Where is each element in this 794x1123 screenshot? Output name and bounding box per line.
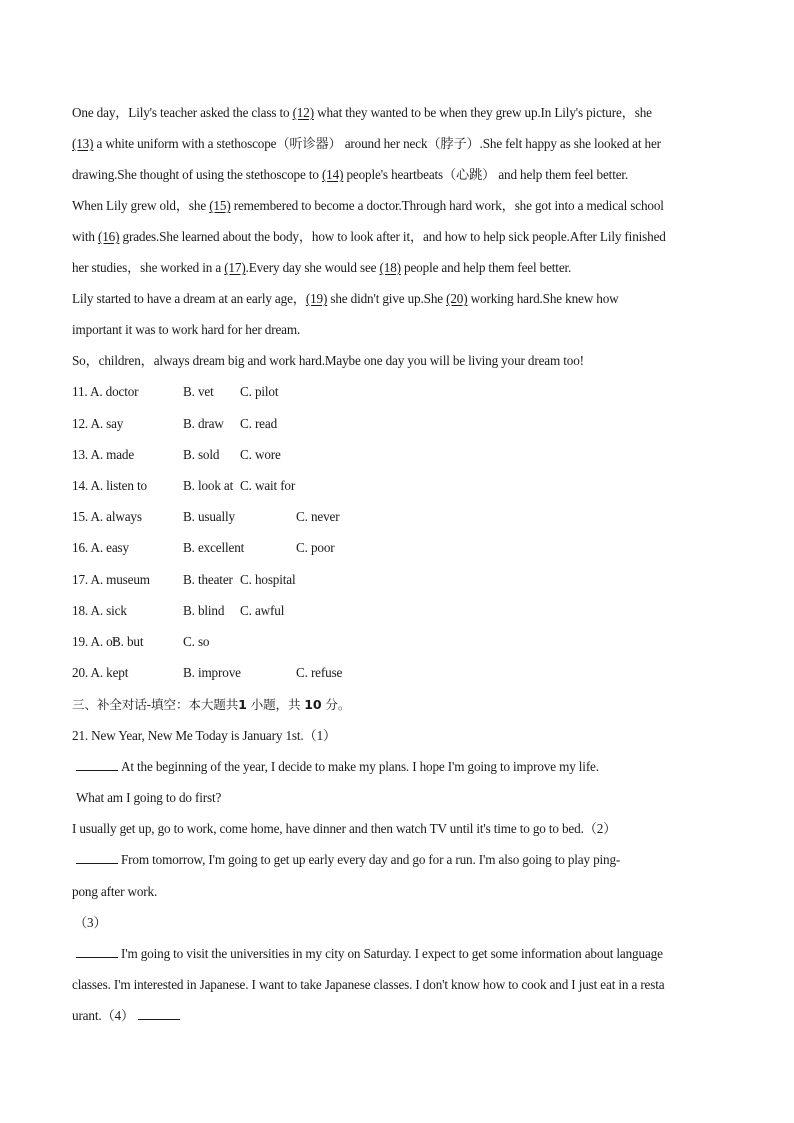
option-a: 18. A. sick: [72, 603, 127, 618]
passage-text: a white uniform with a stethoscope（听诊器） around her neck（脖子）.She felt happy as she looked at her: [93, 136, 661, 151]
passage-text: One day，Lily's teacher asked the class to: [72, 105, 293, 120]
option-b: B. excellent: [183, 540, 245, 555]
dialogue-text: What am I going to do first?: [76, 790, 222, 805]
dialogue-text: （3）: [74, 915, 107, 930]
option-a: 13. A. made: [72, 447, 135, 462]
dialogue-text: I usually get up, go to work, come home, have dinner and then watch TV until it's time to go to bed.（2）: [72, 821, 617, 836]
option-b: B. theater: [183, 572, 233, 587]
option-c: C. never: [296, 509, 340, 524]
section-count: 1: [238, 697, 247, 712]
option-b: B. usually: [183, 509, 235, 524]
option-b: B. draw: [183, 416, 224, 431]
option-c: C. awful: [240, 603, 285, 618]
blank-13: (13): [72, 136, 94, 151]
option-c: C. wait for: [240, 478, 296, 493]
passage-text: drawing.She thought of using the stethoscope to: [72, 167, 322, 182]
option-b: B. sold: [183, 447, 220, 462]
option-a: 15. A. always: [72, 509, 142, 524]
option-b: B. but: [112, 634, 144, 649]
option-a: 11. A. doctor: [72, 384, 139, 399]
question-21: [72, 727, 732, 745]
option-a: 20. A. kept: [72, 665, 129, 680]
option-a: 19. A. or: [72, 634, 117, 649]
answer-blank[interactable]: [76, 851, 118, 864]
section-heading-text: 三、补全对话-填空：本大题共: [72, 697, 239, 712]
dialogue-line: [76, 945, 736, 963]
dialogue-line: [76, 758, 736, 776]
dialogue-text: From tomorrow, I'm going to get up early every day and go for a run. I'm also going to play ping-: [121, 852, 621, 867]
dialogue-line: [74, 914, 734, 932]
passage-line-3: [72, 166, 732, 184]
section-heading-text: 分。: [321, 697, 351, 712]
option-b: B. look at: [183, 478, 234, 493]
passage-line-5: [72, 228, 732, 246]
dialogue-line: [72, 1007, 732, 1025]
passage-line-7: [72, 290, 732, 308]
blank-16: (16): [98, 229, 120, 244]
option-a: 14. A. listen to: [72, 478, 147, 493]
passage-line-6: [72, 259, 732, 277]
passage-line-9: [72, 352, 732, 370]
section-heading: [72, 696, 732, 714]
blank-15: (15): [209, 198, 231, 213]
passage-text: When Lily grew old，she: [72, 198, 210, 213]
passage-line-4: [72, 197, 732, 215]
option-b: B. blind: [183, 603, 225, 618]
blank-14: (14): [321, 167, 344, 182]
dialogue-line: [76, 789, 736, 807]
passage-text: remembered to become a doctor.Through hard work，she got into a medical school: [230, 198, 664, 213]
option-b: B. improve: [183, 665, 241, 680]
blank-17: (17): [224, 260, 246, 275]
option-a: 17. A. museum: [72, 572, 150, 587]
answer-blank[interactable]: [138, 1007, 180, 1020]
passage-text: people's heartbeats（心跳） and help them feel better.: [343, 167, 629, 182]
blank-19: (19): [305, 291, 328, 306]
option-c: C. refuse: [296, 665, 343, 680]
dialogue-line: [72, 883, 732, 901]
dialogue-line: [72, 820, 732, 838]
answer-blank[interactable]: [76, 758, 118, 771]
passage-text: important it was to work hard for her dream.: [72, 322, 301, 337]
dialogue-text: I'm going to visit the universities in my city on Saturday. I expect to get some information about language: [121, 946, 663, 961]
passage-line-8: [72, 321, 732, 339]
dialogue-line: [72, 976, 732, 994]
blank-18: (18): [379, 260, 401, 275]
option-c: C. hospital: [240, 572, 296, 587]
blank-12: (12): [292, 105, 314, 120]
option-b: B. vet: [183, 384, 214, 399]
passage-text: her studies，she worked in a: [72, 260, 225, 275]
passage-text: Lily started to have a dream at an early age，: [72, 291, 306, 306]
passage-text: she didn't give up.She: [327, 291, 447, 306]
option-a: 12. A. say: [72, 416, 124, 431]
option-c: C. pilot: [240, 384, 279, 399]
option-c: C. wore: [240, 447, 281, 462]
passage-text: grades.She learned about the body，how to look after it，and how to help sick people.After Lily finished: [119, 229, 666, 244]
option-a: 16. A. easy: [72, 540, 129, 555]
dialogue-text: urant.（4）: [72, 1008, 135, 1023]
passage-text: people and help them feel better.: [400, 260, 572, 275]
option-c: C. poor: [296, 540, 335, 555]
section-score: 10: [304, 697, 322, 712]
passage-text: what they wanted to be when they grew up.In Lily's picture，she: [313, 105, 652, 120]
passage-text: working hard.She knew how: [467, 291, 619, 306]
passage-line-2: [72, 135, 732, 153]
dialogue-text: 21. New Year, New Me Today is January 1st.（1）: [72, 728, 337, 743]
passage-text: .Every day she would see: [245, 260, 380, 275]
dialogue-text: classes. I'm interested in Japanese. I want to take Japanese classes. I don't know how to cook and I just eat in a resta: [72, 977, 665, 992]
section-heading-text: 小题，共: [246, 697, 305, 712]
passage-line-1: [72, 104, 732, 122]
passage-text: with: [72, 229, 98, 244]
option-c: C. so: [183, 634, 210, 649]
dialogue-text: pong after work.: [72, 884, 158, 899]
passage-text: So，children，always dream big and work hard.Maybe one day you will be living your dream too!: [72, 353, 584, 368]
dialogue-line: [76, 851, 736, 869]
blank-20: (20): [446, 291, 468, 306]
option-c: C. read: [240, 416, 278, 431]
dialogue-text: At the beginning of the year, I decide to make my plans. I hope I'm going to improve my life.: [121, 759, 599, 774]
answer-blank[interactable]: [76, 945, 118, 958]
